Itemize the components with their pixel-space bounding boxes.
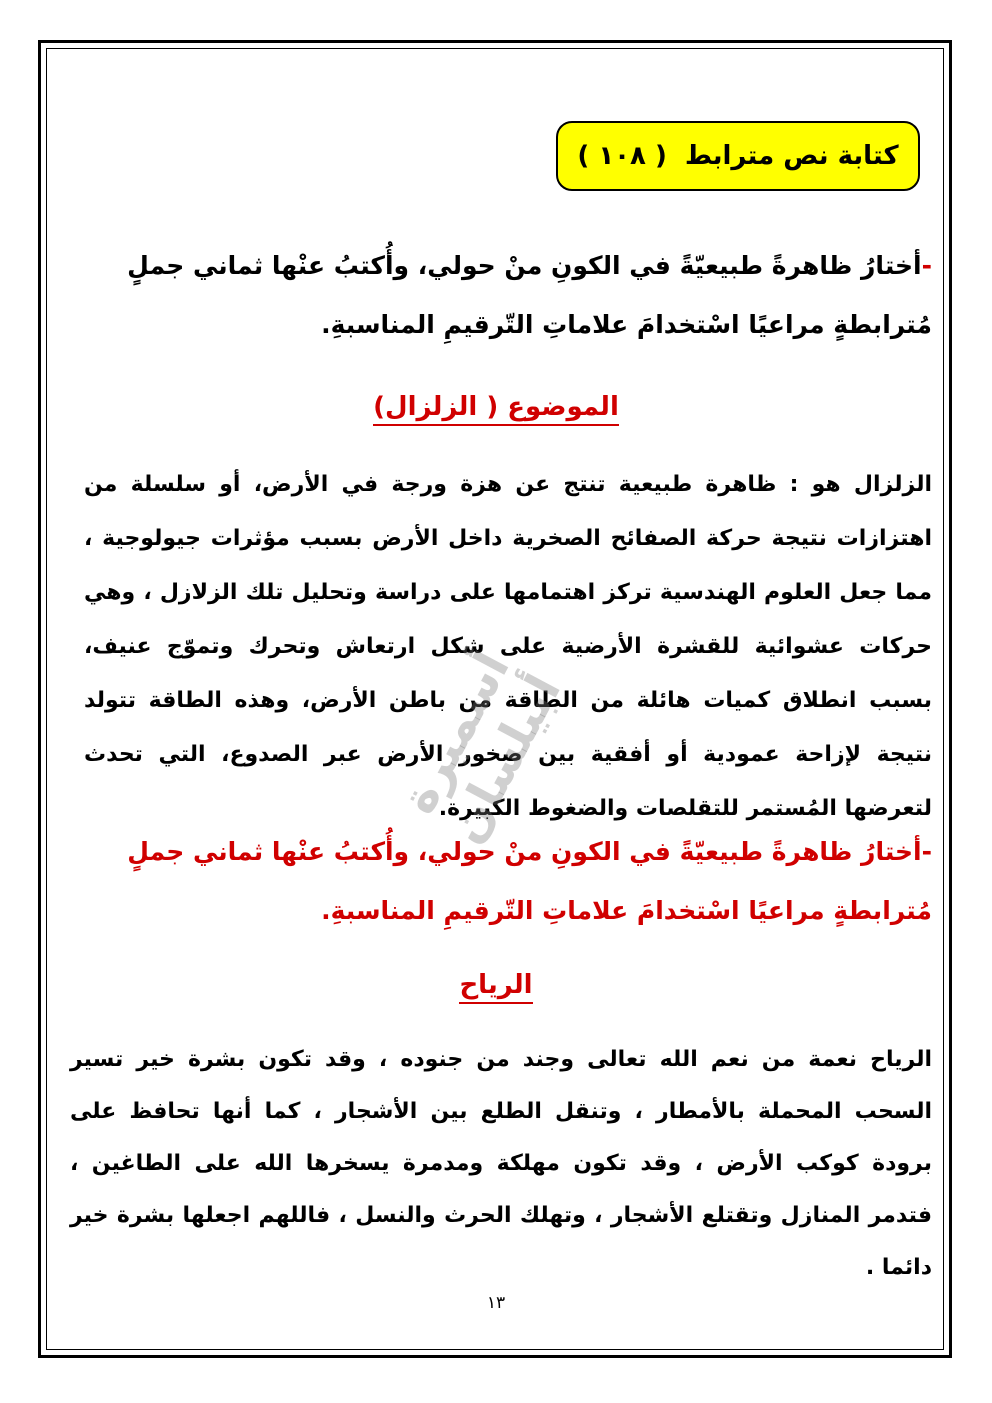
- heading-winds: [60, 970, 932, 1000]
- question-1: [70, 236, 932, 354]
- watermark: أسميرة أبيلسان: [389, 643, 573, 853]
- question-2: -أختارُ ظاهرةً طبيعيّةً في الكونِ منْ حولي، وأُكتبُ عنْها ثماني جملٍ مُترابطةٍ مراعيًا اسْتخدامَ علاماتِ التّرقيمِ المناسبةِ.: [127, 837, 932, 925]
- paragraph-earthquake: الزلزال هو : ظاهرة طبيعية تنتج عن هزة ورجة في الأرض، أو سلسلة من اهتزازات نتيجة حركة الصفائح الصخرية داخل الأرض بسبب مؤثرات جيولوجية ، مما جعل العلوم الهندسية تركز اهتمامها على دراسة وتحليل تلك الزلازل ، وهي حركات عشوائية للقشرة الأرضية على شكل ارتعاش وتحرك وتموّج عنيف، بسبب انطلاق كميات هائلة من الطاقة من باطن الأرض، وهذه الطاقة تتولد نتيجة لإزاحة عمودية أو أفقية بين صخور الأرض عبر الصدوع، التي تحدث لتعرضها المُستمر للتقلصات والضغوط الكبيرة.: [84, 472, 932, 821]
- title-box: [556, 121, 920, 191]
- title-text: كتابة نص مترابط: [684, 141, 899, 171]
- question-1-text: أختارُ ظاهرةً طبيعيّةً في الكونِ منْ حولي، وأُكتبُ عنْها ثماني جملٍ مُترابطةٍ مراعيًا اسْتخدامَ علاماتِ التّرقيمِ المناسبةِ.: [127, 251, 932, 339]
- heading-winds-text: الرياح: [459, 970, 532, 1004]
- page-number: ١٣: [486, 1293, 506, 1313]
- paragraph-winds: الرياح نعمة من نعم الله تعالى وجند من جنوده ، وقد تكون بشرة خير تسير السحب المحملة بالأمطار ، وتنقل الطلع بين الأشجار ، كما أنها تحافظ على برودة كوكب الأرض ، وقد تكون مهلكة ومدمرة يسخرها الله على الطاغين ، فتدمر المنازل وتقتلع الأشجار ، وتهلك الحرث والنسل ، فاللهم اجعلها بشرة خير دائما .: [70, 1047, 932, 1280]
- heading-earthquake: [60, 392, 932, 422]
- title-number: ( ١٠٨ ): [577, 141, 667, 171]
- question-1-dash: -: [921, 251, 932, 280]
- heading-earthquake-text: الموضوع ( الزلزال): [373, 392, 619, 426]
